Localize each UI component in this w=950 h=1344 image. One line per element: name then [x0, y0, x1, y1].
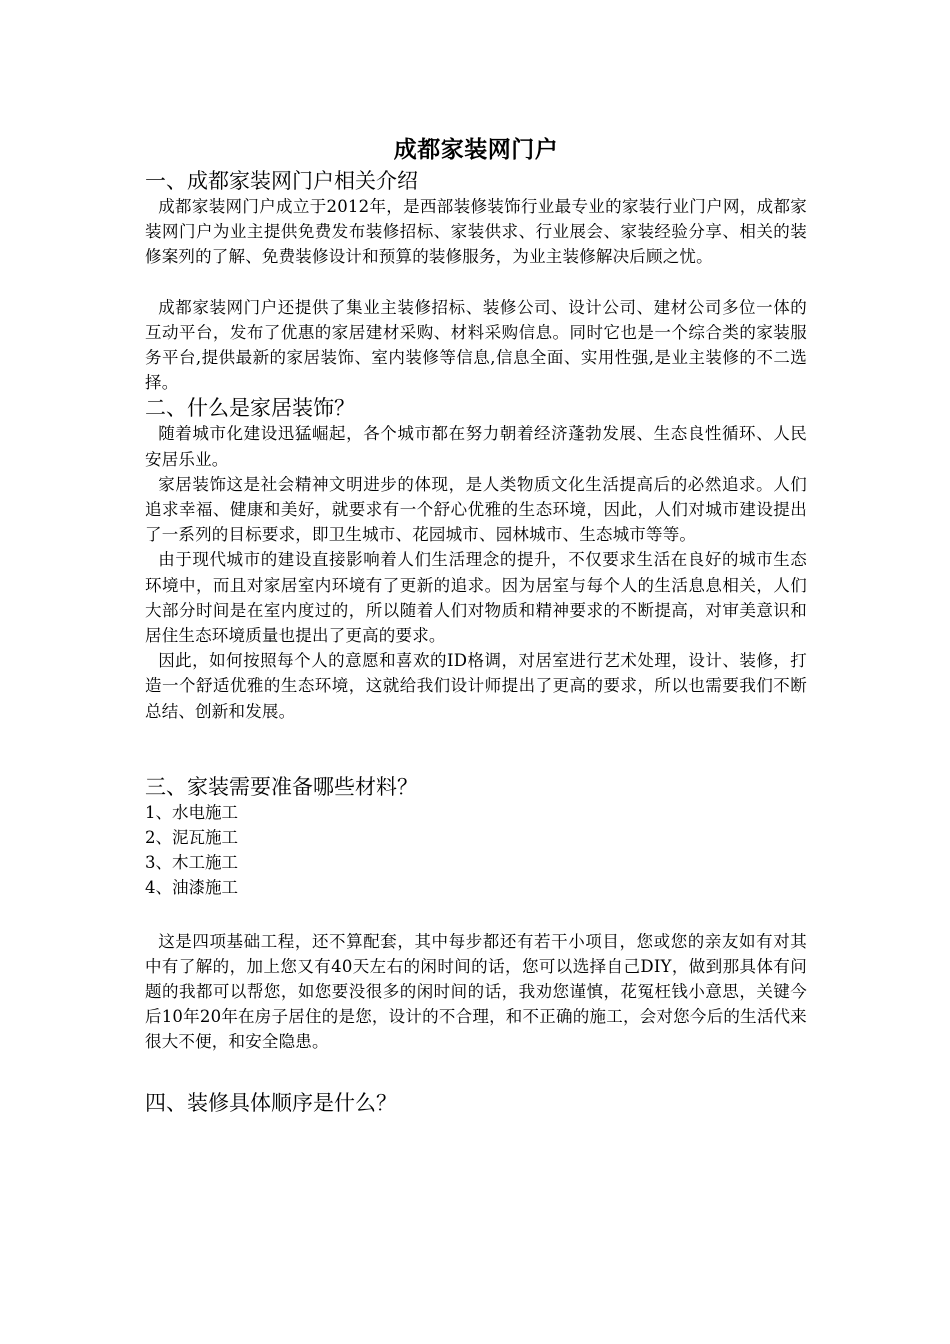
- blank-line: [145, 724, 807, 774]
- blank-line: [145, 901, 807, 929]
- paragraph: 由于现代城市的建设直接影响着人们生活理念的提升，不仅要求生活在良好的城市生态环境中，而且对家居室内环境有了更新的追求。因为居室与每个人的生活息息相关，人们大部分时间是在室内度过的，所以随着人们对物质和精神要求的不断提高，对审美意识和居住生态环境质量也提出了更高的要求。: [145, 550, 807, 646]
- blank-line: [145, 1055, 807, 1090]
- section-heading-2: 二、什么是家居装饰？: [145, 396, 355, 421]
- section-heading-3: 三、家装需要准备哪些材料？: [145, 774, 418, 799]
- paragraph: 随着城市化建设迅猛崛起，各个城市都在努力朝着经济蓬勃发展、生态良性循环、人民安居乐业。: [145, 424, 807, 469]
- paragraph: 成都家装网门户还提供了集业主装修招标、装修公司、设计公司、建材公司多位一体的互动平台，发布了优惠的家居建材采购、材料采购信息。同时它也是一个综合类的家装服务平台,提供最新的家居装饰、室内装修等信息,信息全面、实用性强,是业主装修的不二选择。: [145, 297, 807, 393]
- document-page: [145, 132, 807, 1116]
- document-title: 成都家装网门户: [393, 136, 559, 163]
- section-heading-1: 一、成都家装网门户相关介绍: [145, 169, 418, 193]
- blank-line: [145, 270, 807, 295]
- section-heading-4: 四、装修具体顺序是什么？: [145, 1090, 397, 1115]
- list-item: 1、水电施工: [145, 802, 238, 822]
- paragraph: 因此，如何按照每个人的意愿和喜欢的ID格调，对居室进行艺术处理，设计、装修，打造一个舒适优雅的生态环境，这就给我们设计师提出了更高的要求，所以也需要我们不断总结、创新和发展。: [145, 651, 807, 721]
- list-item: 3、木工施工: [145, 853, 238, 873]
- list-item: 2、泥瓦施工: [145, 828, 238, 848]
- paragraph: 这是四项基础工程，还不算配套，其中每步都还有若干小项目，您或您的亲友如有对其中有了解的，加上您又有40天左右的闲时间的话，您可以选择自己DIY，做到那具体有问题的我都可以帮您，如您要没很多的闲时间的话，我劝您谨慎，花冤枉钱小意思，关键今后10年20年在房子居住的是您，设计的不合理，和不正确的施工，会对您今后的生活代来很大不便，和安全隐患。: [145, 931, 807, 1052]
- paragraph: 家居装饰这是社会精神文明进步的体现，是人类物质文化生活提高后的必然追求。人们追求幸福、健康和美好，就要求有一个舒心优雅的生态环境，因此，人们对城市建设提出了一系列的目标要求，即卫生城市、花园城市、园林城市、生态城市等等。: [145, 474, 807, 545]
- list-item: 4、油漆施工: [145, 878, 238, 898]
- paragraph: 成都家装网门户成立于2012年，是西部装修装饰行业最专业的家装行业门户网，成都家装网门户为业主提供免费发布装修招标、家装供求、行业展会、家装经验分享、相关的装修案列的了解、免费装修设计和预算的装修服务，为业主装修解决后顾之忧。: [145, 197, 807, 267]
